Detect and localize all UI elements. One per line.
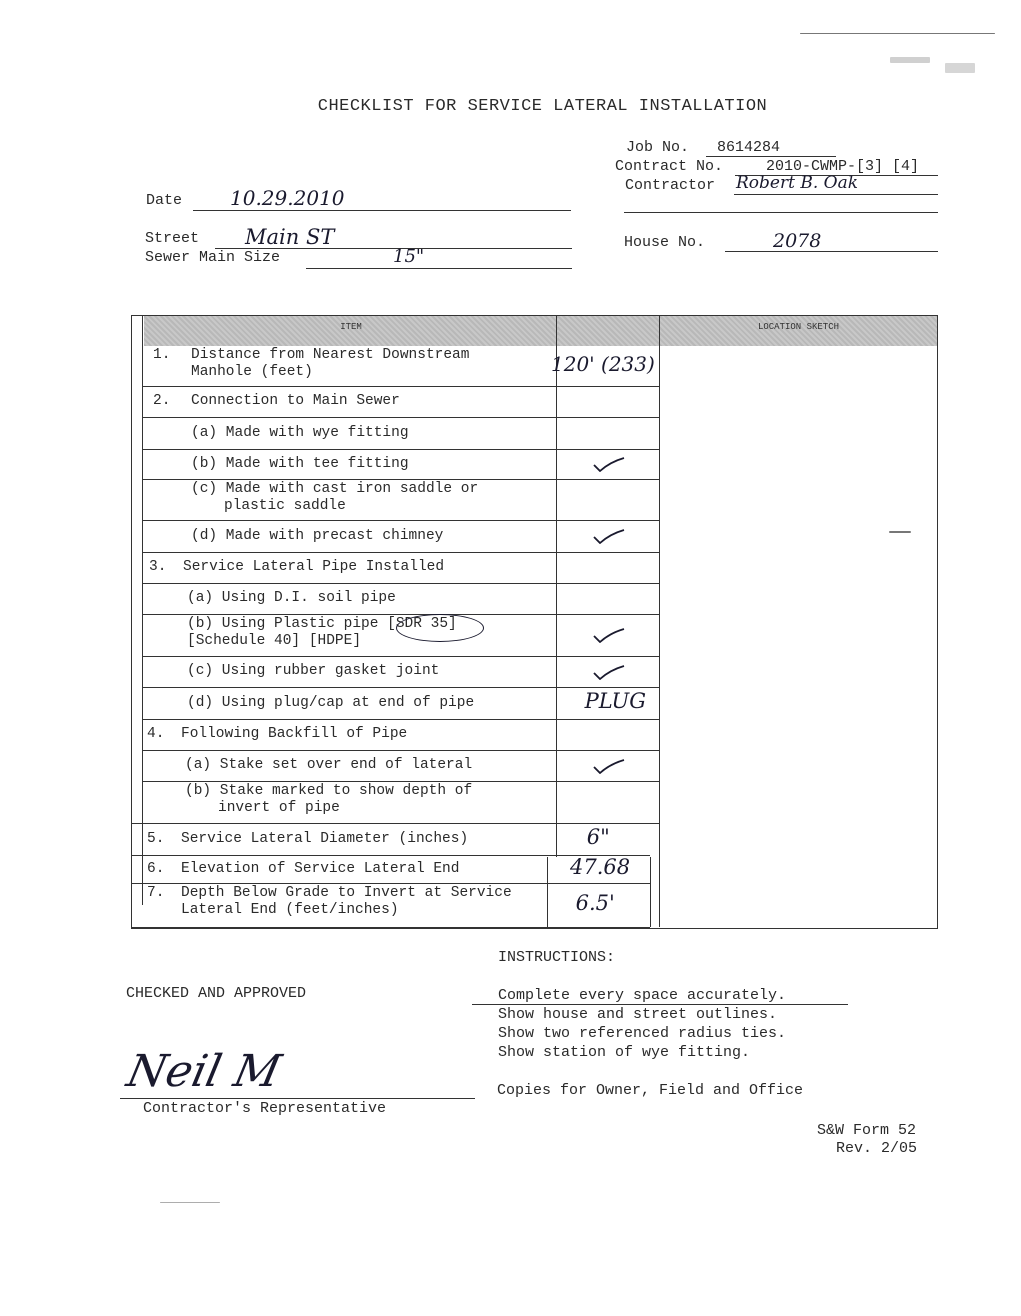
row-label-continued: Manhole (feet) bbox=[191, 364, 313, 380]
contractor-value: Robert B. Oak bbox=[736, 173, 859, 193]
row-label: (c) Using rubber gasket joint bbox=[187, 663, 440, 679]
house-no-value: 2078 bbox=[773, 230, 822, 252]
job-no-value: 8614284 bbox=[717, 139, 781, 156]
street-value: Main ST bbox=[245, 225, 335, 249]
row-label: (a) Made with wye fitting bbox=[191, 424, 409, 441]
job-no-label: Job No. bbox=[626, 139, 690, 156]
date-value: 10.29.2010 bbox=[230, 186, 345, 210]
sewer-main-size-label: Sewer Main Size bbox=[145, 249, 281, 266]
row-value: PLUG bbox=[584, 689, 646, 713]
row-label: Distance from Nearest Downstream bbox=[191, 347, 470, 363]
checked-approved-label: CHECKED AND APPROVED bbox=[126, 985, 307, 1002]
row-label: Following Backfill of Pipe bbox=[181, 726, 408, 742]
row-label: (a) Stake set over end of lateral bbox=[185, 757, 473, 773]
row-label: (a) Using D.I. soil pipe bbox=[187, 590, 396, 606]
header-item: ITEM bbox=[144, 316, 558, 346]
row-label: (c) Made with cast iron saddle or bbox=[191, 481, 479, 497]
sdr35-circle-mark bbox=[396, 614, 484, 642]
instruction-line-2: Show house and street outlines. bbox=[498, 1006, 778, 1023]
row-label-continued: plastic saddle bbox=[224, 498, 346, 514]
instruction-line-4: Show station of wye fitting. bbox=[498, 1044, 751, 1061]
header-location-sketch: LOCATION SKETCH bbox=[660, 316, 937, 346]
row-number: 3. bbox=[149, 559, 167, 575]
contract-no-label: Contract No. bbox=[615, 158, 724, 175]
row-label: Service Lateral Diameter (inches) bbox=[181, 830, 469, 847]
row-value: 6" bbox=[586, 825, 610, 849]
row-label: (d) Using plug/cap at end of pipe bbox=[187, 694, 475, 711]
contractors-representative-label: Contractor's Representative bbox=[143, 1100, 387, 1117]
sewer-main-size-value: 15" bbox=[393, 246, 425, 267]
contractor-label: Contractor bbox=[625, 177, 716, 194]
instructions-label: INSTRUCTIONS: bbox=[498, 949, 616, 966]
street-label: Street bbox=[145, 230, 200, 247]
row-label-continued: [Schedule 40] [HDPE] bbox=[187, 633, 362, 649]
header-value bbox=[558, 316, 660, 346]
row-label: (b) Made with tee fitting bbox=[191, 455, 409, 472]
row-number: 7. bbox=[147, 885, 165, 901]
row-number: 1. bbox=[153, 347, 171, 363]
signature: Neil M bbox=[122, 1046, 286, 1097]
form-title: CHECKLIST FOR SERVICE LATERAL INSTALLATION bbox=[317, 97, 768, 116]
row-label: Service Lateral Pipe Installed bbox=[183, 559, 445, 575]
checkmark-icon bbox=[592, 627, 622, 639]
instruction-line-1: Complete every space accurately. bbox=[498, 987, 787, 1004]
form-revision: Rev. 2/05 bbox=[836, 1140, 918, 1157]
row-label: Elevation of Service Lateral End bbox=[181, 860, 460, 877]
row-label: (d) Made with precast chimney bbox=[191, 527, 444, 544]
date-label: Date bbox=[146, 192, 183, 209]
contract-no-value: 2010-CWMP-[3] [4] bbox=[766, 158, 920, 175]
row-label: (b) Using Plastic pipe [SDR 35] bbox=[187, 616, 457, 632]
row-number: 6. bbox=[147, 860, 165, 877]
instruction-line-3: Show two referenced radius ties. bbox=[498, 1025, 787, 1042]
row-value: 47.68 bbox=[570, 855, 631, 879]
row-label-continued: Lateral End (feet/inches) bbox=[181, 902, 399, 918]
row-label: Depth Below Grade to Invert at Service bbox=[181, 885, 512, 901]
row-value: 6.5' bbox=[575, 891, 615, 915]
checkmark-icon bbox=[592, 456, 622, 468]
row-label: (b) Stake marked to show depth of bbox=[185, 783, 473, 799]
row-label: Connection to Main Sewer bbox=[191, 393, 400, 409]
copies-line: Copies for Owner, Field and Office bbox=[497, 1082, 804, 1099]
checkmark-icon bbox=[592, 664, 622, 676]
checkmark-icon bbox=[592, 758, 622, 770]
row-number: 2. bbox=[153, 393, 171, 409]
row-number: 5. bbox=[147, 830, 165, 847]
row-label-continued: invert of pipe bbox=[218, 800, 340, 816]
row-number: 4. bbox=[147, 726, 165, 742]
row-value: 120' (233) bbox=[551, 351, 655, 376]
form-name: S&W Form 52 bbox=[817, 1122, 917, 1139]
house-no-label: House No. bbox=[624, 234, 706, 251]
checkmark-icon bbox=[592, 528, 622, 540]
